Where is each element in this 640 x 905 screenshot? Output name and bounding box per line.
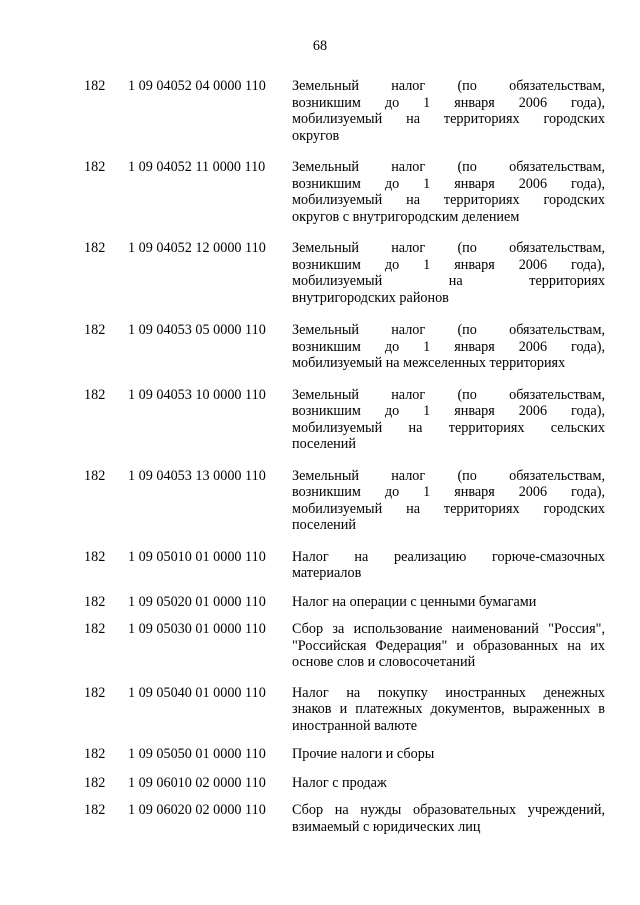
revenue-name-line: возникшим до 1 января 2006 года), [292, 403, 605, 419]
table-row [0, 746, 640, 763]
budget-classification-code: 1 09 04053 10 0000 110 [128, 386, 266, 403]
budget-code-table [0, 78, 640, 847]
admin-code: 182 [84, 386, 106, 403]
admin-code: 182 [84, 322, 106, 338]
admin-code: 182 [84, 548, 106, 565]
revenue-name-line: Прочие налоги и сборы [292, 746, 435, 762]
revenue-name-line: возникшим до 1 января 2006 года), [292, 175, 605, 192]
admin-code: 182 [84, 467, 106, 484]
table-row [0, 387, 640, 453]
budget-classification-code: 1 09 05020 01 0000 110 [128, 593, 266, 610]
table-row [0, 621, 640, 671]
revenue-name-line: "Российская Федерация" и образованных на их [292, 637, 605, 654]
admin-code: 182 [84, 593, 106, 610]
revenue-name [292, 802, 605, 835]
revenue-name-line: Налог с продаж [292, 774, 387, 791]
budget-classification-code: 1 09 06020 02 0000 110 [128, 802, 266, 818]
revenue-name-line: Земельный налог (по обязательствам, [292, 386, 605, 403]
revenue-name-line: мобилизуемый на территориях городских [292, 192, 605, 208]
budget-classification-code: 1 09 04053 05 0000 110 [128, 322, 266, 338]
budget-classification-code: 1 09 04052 04 0000 110 [128, 78, 266, 94]
budget-classification-code: 1 09 05040 01 0000 110 [128, 684, 266, 701]
revenue-name-line: основе слов и словосочетаний [292, 654, 476, 670]
table-row [0, 240, 640, 306]
revenue-name-line: знаков и платежных документов, выраженных в [292, 701, 605, 717]
budget-classification-code: 1 09 05010 01 0000 110 [128, 548, 266, 565]
revenue-name [292, 240, 605, 306]
admin-code: 182 [84, 78, 106, 94]
revenue-name-line: Налог на реализацию горюче-смазочных [292, 548, 605, 565]
budget-classification-code: 1 09 05050 01 0000 110 [128, 746, 266, 762]
table-row [0, 78, 640, 144]
revenue-name-line: Сбор за использование наименований "Россия", [292, 621, 605, 637]
revenue-name-line: возникшим до 1 января 2006 года), [292, 338, 605, 355]
revenue-name-line: материалов [292, 565, 362, 581]
table-row [0, 159, 640, 225]
admin-code: 182 [84, 621, 106, 637]
revenue-name-line: мобилизуемый на территориях [292, 273, 605, 289]
revenue-name-line: взимаемый с юридических лиц [292, 818, 481, 835]
admin-code: 182 [84, 802, 106, 818]
revenue-name-line: Налог на покупку иностранных денежных [292, 684, 605, 701]
budget-classification-code: 1 09 04052 12 0000 110 [128, 240, 266, 256]
revenue-name [292, 322, 605, 372]
revenue-name-line: Налог на операции с ценными бумагами [292, 593, 537, 610]
revenue-name [292, 78, 605, 144]
table-row [0, 802, 640, 835]
revenue-name [292, 594, 605, 611]
revenue-name-line: иностранной валюте [292, 717, 418, 734]
revenue-name-line: мобилизуемый на межселенных территориях [292, 355, 566, 371]
revenue-name [292, 746, 605, 763]
revenue-name-line: поселений [292, 436, 356, 452]
revenue-name [292, 549, 605, 582]
revenue-name [292, 387, 605, 453]
revenue-name-line: Земельный налог (по обязательствам, [292, 78, 605, 94]
admin-code: 182 [84, 774, 106, 791]
revenue-name-line: Земельный налог (по обязательствам, [292, 159, 605, 175]
revenue-name-line: Земельный налог (по обязательствам, [292, 467, 605, 484]
revenue-name-line: мобилизуемый на территориях сельских [292, 419, 605, 436]
revenue-name-line: поселений [292, 517, 356, 533]
admin-code: 182 [84, 159, 106, 175]
admin-code: 182 [84, 684, 106, 701]
table-row [0, 594, 640, 611]
revenue-name-line: округов с внутригородским делением [292, 208, 520, 225]
revenue-name-line: Земельный налог (по обязательствам, [292, 322, 605, 338]
revenue-name-line: возникшим до 1 января 2006 года), [292, 256, 605, 273]
revenue-name-line: мобилизуемый на территориях городских [292, 500, 605, 517]
revenue-name [292, 159, 605, 225]
revenue-name-line: Земельный налог (по обязательствам, [292, 240, 605, 256]
table-row [0, 468, 640, 534]
revenue-name-line: округов [292, 127, 340, 144]
admin-code: 182 [84, 240, 106, 256]
admin-code: 182 [84, 746, 106, 762]
budget-classification-code: 1 09 04053 13 0000 110 [128, 467, 266, 484]
page-number: 68 [312, 38, 328, 54]
revenue-name [292, 468, 605, 534]
budget-classification-code: 1 09 05030 01 0000 110 [128, 621, 266, 637]
budget-classification-code: 1 09 04052 11 0000 110 [128, 159, 266, 175]
revenue-name-line: возникшим до 1 января 2006 года), [292, 94, 605, 111]
revenue-name-line: возникшим до 1 января 2006 года), [292, 484, 605, 500]
revenue-name-line: внутригородских районов [292, 289, 449, 306]
budget-classification-code: 1 09 06010 02 0000 110 [128, 774, 266, 791]
revenue-name [292, 775, 605, 792]
revenue-name [292, 621, 605, 671]
revenue-name-line: Сбор на нужды образовательных учреждений, [292, 802, 605, 818]
revenue-name [292, 685, 605, 735]
revenue-name-line: мобилизуемый на территориях городских [292, 111, 605, 127]
table-row [0, 775, 640, 792]
table-row [0, 685, 640, 735]
table-row [0, 322, 640, 372]
table-row [0, 549, 640, 582]
